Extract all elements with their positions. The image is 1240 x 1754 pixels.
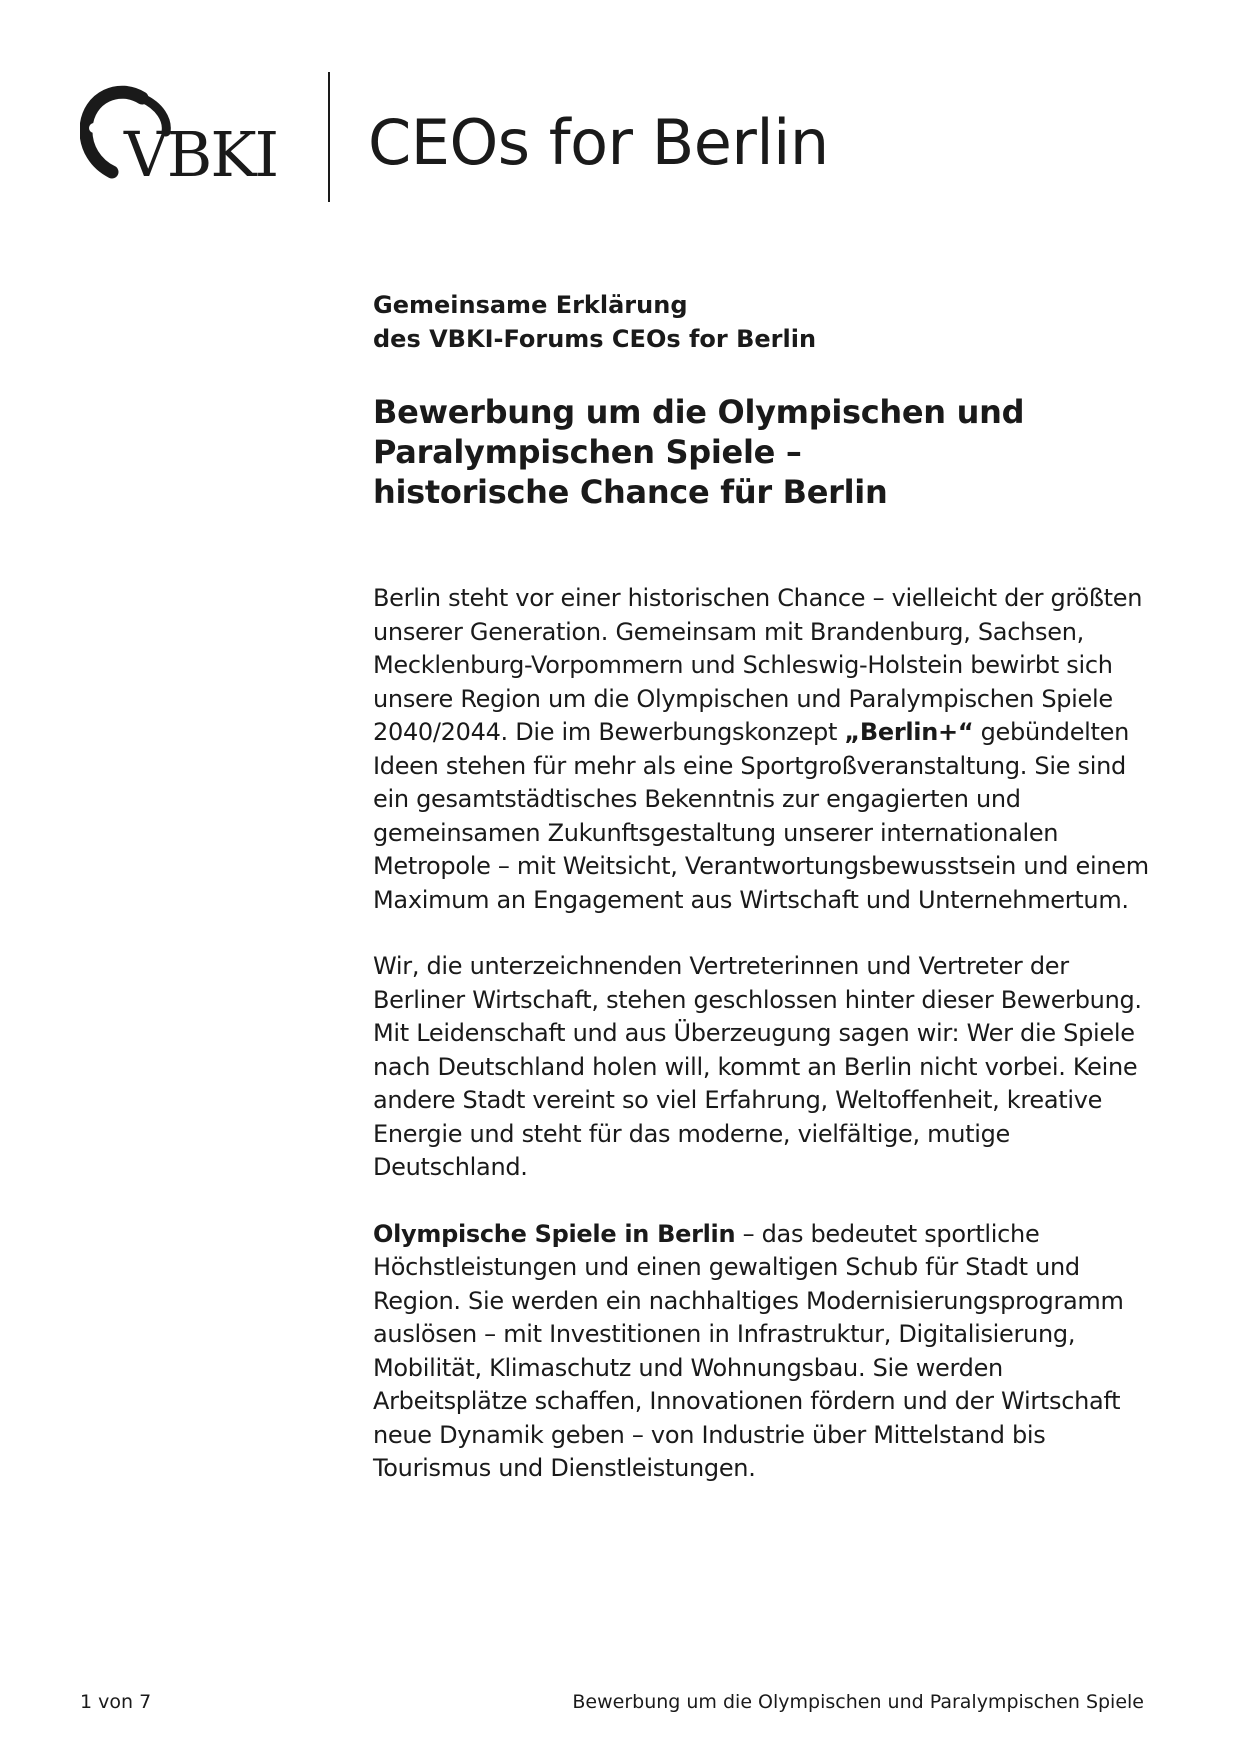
document-headline	[373, 392, 1153, 512]
paragraph-3-bold: Olympische Spiele in Berlin	[373, 1219, 736, 1248]
paragraph-1-text-b: gebündelten Ideen stehen für mehr als eine Sportgroßveranstaltung. Sie sind ein gesamtstädtisches Bekenntnis zur engagierten und gemeinsamen Zukunftsgestaltung unserer internationalen Metropole – mit Weitsicht, Verantwortungsbewusstsein und einem Maximum an Engagement aus Wirtschaft und Unternehmertum.	[373, 718, 1149, 914]
paragraph-2: Wir, die unterzeichnenden Vertreterinnen und Vertreter der Berliner Wirtschaft, stehen geschlossen hinter dieser Bewerbung. Mit Leidenschaft und aus Überzeugung sagen wir: Wer die Spiele nach Deutschland holen will, kommt an Berlin nicht vorbei. Keine andere Stadt vereint so viel Erfahrung, Weltoffenheit, kreative Energie und steht für das moderne, vielfältige, mutige Deutschland.	[373, 952, 1142, 1181]
headline-line-2: Paralympischen Spiele –	[373, 433, 802, 471]
paragraph-1	[373, 582, 1153, 917]
page-indicator: 1 von 7	[80, 1691, 152, 1713]
vbki-logo	[80, 76, 300, 186]
logo-text: VBKI	[124, 118, 278, 186]
running-title: Bewerbung um die Olympischen und Paralympischen Spiele	[572, 1691, 1144, 1713]
kicker-line-1: Gemeinsame Erklärung	[373, 291, 688, 319]
logo-dot	[89, 123, 99, 133]
headline-line-3: historische Chance für Berlin	[373, 473, 888, 511]
body-text	[373, 582, 1153, 1486]
paragraph-1-bold: „Berlin+“	[844, 718, 974, 746]
paragraph-3	[373, 1218, 1153, 1486]
paragraph-1-text-a: Berlin steht vor einer historischen Chance – vielleicht der größten unserer Generation. Gemeinsam mit Brandenburg, Sachsen, Mecklenburg-Vorpommern und Schleswig-Holstein bewirbt sich unsere Region um die Olympischen und Paralympischen Spiele 2040/2044. Die im Bewerbungskonzept	[373, 584, 1143, 746]
document-body	[373, 288, 1153, 1519]
headline-line-1: Bewerbung um die Olympischen und	[373, 393, 1025, 431]
brand-title: CEOs for Berlin	[368, 106, 829, 179]
vbki-logo-mark	[80, 76, 300, 186]
header-divider	[328, 72, 330, 202]
kicker	[373, 288, 1153, 356]
kicker-line-2: des VBKI-Forums CEOs for Berlin	[373, 325, 817, 353]
paragraph-3-text: – das bedeutet sportliche Höchstleistungen und einen gewaltigen Schub für Stadt und Region. Sie werden ein nachhaltiges Modernisierungsprogramm auslösen – mit Investitionen in Infrastruktur, Digitalisierung, Mobilität, Klimaschutz und Wohnungsbau. Sie werden Arbeitsplätze schaffen, Innovationen fördern und der Wirtschaft neue Dynamik geben – von Industrie über Mittelstand bis Tourismus und Dienstleistungen.	[373, 1219, 1124, 1482]
